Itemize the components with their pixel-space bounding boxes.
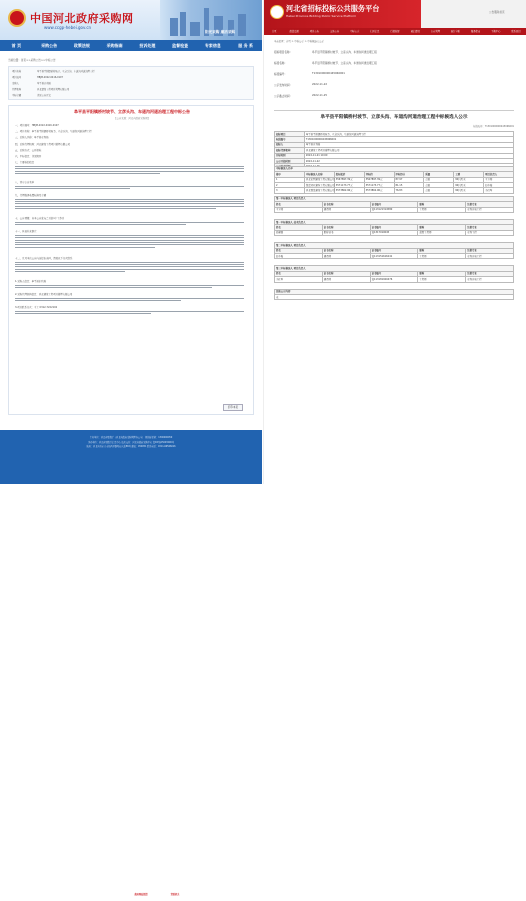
paragraph-heading: 十一、其他补充事宜 [15,230,37,234]
left-breadcrumb: 当前位置：首页>>采购公告>>中标公告 [8,59,56,62]
paragraph-heading: 十、公告期限：自本公告发布之日起1个工作日 [15,217,65,221]
article-paragraph [15,130,249,134]
left-nav-item[interactable]: 政策法规 [73,43,90,48]
table-cell: 水利工程 [466,230,514,235]
table-cell: 河北宏图建设工程有限公司 [305,178,335,182]
emblem-icon [8,9,26,27]
table-cell: 注册专业 [466,202,514,207]
table-cell: 职称证书 [322,230,370,235]
table-cell: 职称 [418,248,466,253]
table-cell: 职称 [418,271,466,276]
text-line [15,188,130,189]
right-info-label: 公示发布时间： [274,84,293,87]
table-cell: 水利水电工程 [466,277,514,282]
table-cell: 注册专业 [466,248,514,253]
text-line [15,173,160,174]
table-cell: 第二中标候选人 项目负责人 [275,243,514,248]
right-site-subtitle: Hebei Province Bidding Public Service Platform [286,14,357,18]
article-paragraph [15,181,249,190]
table-cell: 项目负责人 [484,172,514,177]
paragraph-heading: 五、采购方式：公开招标 [15,148,42,152]
article-paragraph [15,194,249,210]
table-cell: 姓名 [275,202,323,207]
text-line [15,271,125,272]
table-cell: 证书编号 [370,248,418,253]
table-cell: 建造师 [322,277,370,282]
article-paragraph [15,257,249,273]
right-info-value: 2022-11-22 [312,83,328,86]
right-info-value: T1301000000445066001 [312,72,345,75]
right-page [263,0,525,484]
table-cell: 职称 [418,202,466,207]
table-cell: 孙建国 [275,230,323,235]
paragraph-heading: 四、采购代理机构：河北建设工程项目管理有限公司 [15,142,70,146]
table-cell: 工期 [454,172,484,177]
paragraph-heading: 六、中标信息：详见附件 [15,155,42,158]
text-line [15,203,244,204]
article-paragraph [15,143,249,147]
data-table [274,196,514,213]
text-line [15,222,244,223]
left-site-url: www.ccgp-hebei.gov.cn [44,25,92,30]
table-cell: 李红军 [484,188,514,193]
platform-logo-icon [270,5,284,19]
data-table [274,289,514,301]
table-cell: 河北鼎晟建设工程有限公司 [305,188,335,192]
text-line [15,186,244,187]
table-cell: 公示开始时间 [275,158,305,163]
print-button[interactable]: 打印本页 [223,404,243,411]
table-cell: 投标报价 [334,172,364,177]
right-info-value: 2022-11-25 [312,94,328,97]
table-cell: 无 [275,294,514,299]
footer-line: 地址：河北省石家庄市桥西区维明南大街88号 邮编：050051 联系电话：0311-66566016 [86,445,176,448]
table-cell: 证书编号 [370,225,418,230]
table-cell: 阜平县平阳镇桥村坡节、立彦头沟、车道沟河道治理工程 [304,132,513,137]
left-header [0,0,262,40]
table-cell: 河北建设工程项目管理有限公司 [304,148,513,153]
right-nav-item[interactable]: 项目公告 [309,30,319,33]
paragraph-heading: 三、采购人名称：阜平县水利局 [15,136,49,140]
right-nav-item[interactable]: 统计分析 [450,30,461,33]
info-value: 详见公告正文 [37,94,51,97]
table-cell: 职称 [418,225,466,230]
left-nav-item[interactable]: 首 页 [11,43,22,48]
table-cell: 标段编号 [275,137,305,142]
right-nav-item[interactable]: 诚信建设 [410,30,420,33]
table-cell: 排序 [275,172,305,177]
table-cell: 合格 [424,177,454,182]
right-info-label: 标段编号： [274,73,287,76]
left-article-meta: 【公告来源：河北省政府采购网】 [114,117,150,120]
text-line [15,168,244,169]
right-info-label: 公示截止时间： [274,95,293,98]
left-page [0,0,262,896]
right-nav-item[interactable]: 服务指南 [471,30,481,33]
text-line [15,311,244,312]
info-label: 中标金额 [12,94,22,97]
table-cell: 第一中标候选人 项目负责人 [275,196,514,201]
gov-badge-label: 党政机关 [170,893,180,896]
article-paragraph [15,280,249,289]
table-cell: 2 [275,182,305,187]
paragraph-heading: 2.采购代理机构信息：河北建设工程项目管理有限公司 [15,293,73,296]
table-cell: 李红军 [275,277,323,282]
left-article [8,105,254,415]
table-row [275,294,514,299]
info-value: 阜平县平阳镇桥村坡节、立彦头沟、车道沟河道治理工程 [37,70,95,73]
left-article-title: 阜平县平阳镇桥村坡节、立彦头沟、车道沟河道治理工程中标公告 [74,109,190,114]
table-cell: 高级工程师 [418,230,466,235]
table-cell: 姓名 [275,225,323,230]
info-label: 项目名称 [12,70,22,73]
text-line [15,237,244,238]
right-info-label: 招标项目名称： [274,51,293,54]
table-cell: 开标时间 [275,153,305,158]
table-cell: 90日历天 [454,177,484,182]
paragraph-heading: 1.采购人信息：阜平县水利局 [15,280,46,283]
text-line [15,171,244,172]
info-label: 采购人 [12,82,19,85]
text-line [15,235,244,236]
right-breadcrumb: 当前位置：首页 > 中标公示 > 中标候选人公示 [274,40,325,43]
table-cell: 3567897.39元 [334,177,364,182]
right-info-block [274,50,514,106]
data-table [274,242,514,259]
table-cell: 90日历天 [454,182,484,187]
paragraph-heading: 二、项目名称：阜平县平阳镇桥村坡节、立彦头沟、车道沟河道治理工程 [15,130,92,134]
table-row [275,230,514,235]
table-cell: 证书名称 [322,202,370,207]
right-header [264,0,526,28]
table-cell: 3 [275,188,305,193]
article-paragraph [15,217,249,226]
info-label: 代理机构 [12,88,22,91]
table-cell: 质量 [424,172,454,177]
text-line [15,285,244,286]
table-cell: 招标代理机构 [275,148,305,153]
text-line [15,201,244,202]
table-cell: 2022-11-21 10:00 [304,153,513,158]
left-nav-item[interactable]: 服 务 系 [238,43,254,48]
article-paragraph [15,124,249,128]
table-cell: T1301000000445066001 [304,137,513,142]
article-paragraph [15,306,249,315]
right-nav-item[interactable]: 信用信息 [370,30,380,33]
article-paragraph [15,293,249,302]
gov-badge[interactable] [164,889,186,901]
table-cell: 81.15 [394,182,424,187]
text-line [15,266,244,267]
right-main-nav [264,28,526,35]
right-nav-item[interactable]: 中标公示 [350,30,360,33]
data-table [274,166,514,194]
table-cell: 中标候选人名单 [275,166,514,171]
table-cell: 注册专业 [466,271,514,276]
table-row [275,277,514,282]
table-cell: 评标得分 [394,172,424,177]
table-cell: 合格 [424,182,454,187]
paragraph-heading: 九、代理服务收费标准及金额 [15,194,47,197]
error-report-label: 政府网站找错 [134,893,148,896]
table-cell: 招标项目 [275,132,305,137]
table-row [275,188,514,193]
table-cell: 其他公示内容 [275,289,514,294]
left-footer [0,430,262,896]
info-value: HBJM-2022-0416-0107 [37,76,63,79]
right-document [274,110,514,484]
table-cell: 1 [275,177,305,182]
table-cell: 招标人 [275,142,305,147]
table-cell: 3571173.77元 [334,182,364,187]
table-cell: 冀113151616241 [370,253,418,258]
table-cell: 76.83 [394,188,424,193]
table-row [275,253,514,258]
text-line [15,247,155,248]
table-cell: 证书名称 [322,271,370,276]
text-line [15,208,216,209]
text-line [15,199,244,200]
table-cell: 证书名称 [322,248,370,253]
table-cell: 证书名称 [322,225,370,230]
table-cell: 2022-11-22 [304,158,513,163]
text-line [15,287,212,288]
table-cell: 中标候选人名称 [304,172,334,177]
paragraph-heading: 七、主要标的信息 [15,161,35,165]
left-nav-item[interactable]: 投诉处理 [139,43,156,48]
right-doc-title: 阜平县平阳镇桥村坡节、立彦头沟、车道沟河道治理工程中标候选人公示 [320,115,468,120]
right-nav-item[interactable]: 下载中心 [491,30,501,33]
text-line [15,242,244,243]
table-cell: 3573862.96元 [334,188,364,193]
info-label: 项目编号 [12,76,22,79]
footer-line: 承办单位：河北省财政厅信息中心 技术支持：河北省政府采购中心 冀ICP备05003290号 [87,440,175,444]
paragraph-heading: 八、评审专家名单 [15,181,35,184]
info-value: 阜平县水利局 [37,82,51,85]
article-paragraph [15,161,249,175]
article-paragraph [15,230,249,249]
table-cell: 90日历天 [454,188,484,193]
table-cell: 工程师 [418,277,466,282]
article-paragraph [15,149,249,153]
table-cell: 建造师 [322,253,370,258]
right-nav-item[interactable]: 交易公告 [329,30,340,33]
text-line [15,244,244,245]
table-cell: 证书编号 [370,271,418,276]
left-info-box [8,66,254,100]
text-line [15,166,244,167]
table-cell: 合格 [424,188,454,193]
table-cell: 建造师 [322,207,370,212]
table-cell: 第三中标候选人 项目负责人 [275,266,514,271]
table-cell: 冀113181920476 [370,277,418,282]
error-report-badge[interactable] [124,889,158,901]
table-cell: 阜平县水利局 [304,142,513,147]
paragraph-heading: 一、项目编号：HBJM-2022-0416-0107 [15,124,59,127]
table-cell: 3571173.77元 [364,182,394,187]
table-cell: 冀1317010045 [370,230,418,235]
right-nav-item[interactable]: 联系我们 [511,30,521,33]
text-line [15,298,244,299]
table-cell: 3567897.39元 [364,177,394,182]
right-info-label: 标段名称： [274,62,287,65]
right-nav-item[interactable]: 行政监督 [390,30,400,33]
info-value: 河北建设工程项目管理有限公司 [37,88,70,91]
text-line [15,313,151,314]
table-cell: 证书编号 [370,202,418,207]
right-site-title: 河北省招标投标公共服务平台 [286,4,380,13]
table-cell: 评标价 [364,172,394,177]
right-nav-item[interactable]: 政策法规 [289,30,299,33]
left-nav-item[interactable]: 采购公告 [41,43,58,48]
text-line [15,240,244,241]
left-nav-item[interactable]: 监督检查 [172,43,189,48]
table-cell: 水利水电工程 [466,207,514,212]
table-cell: 第一中标候选人 技术负责人 [275,220,514,225]
table-cell: 姓名 [275,271,323,276]
table-cell: 水利水电工程 [466,253,514,258]
footer-line: 主办单位：河北省财政厅（河北省政府采购管理办公室） 网站标识码：1300000059 [89,436,173,439]
table-cell: 赵冬梅 [484,182,514,187]
left-slogan: 阳光采购 廉洁采购 [205,30,236,34]
right-doc-number: 标段编号：T1301000000445066001 [473,125,514,128]
left-site-title: 中国河北政府采购网 [30,12,134,25]
article-paragraph [15,136,249,140]
text-line [15,300,181,301]
table-row [275,207,514,212]
data-table [274,219,514,236]
table-cell: 3573862.96元 [364,188,394,193]
table-cell: 注册专业 [466,225,514,230]
left-nav-item[interactable]: 采购指南 [106,43,123,48]
text-line [15,224,186,225]
right-info-value: 阜平县平阳镇桥村坡节、立彦头沟、车道沟河道治理工程 [312,51,377,54]
table-cell: 赵冬梅 [275,253,323,258]
table-cell: 王立明 [275,207,323,212]
table-cell: 工程师 [418,207,466,212]
data-table [274,131,514,170]
right-nav-item[interactable]: 首页 [271,30,277,33]
left-main-nav [0,40,262,51]
table-cell: 87.97 [394,177,424,182]
paragraph-heading: 十二、凡对本次公告内容提出询问，请按以下方式联系 [15,256,73,260]
right-info-value: 阜平县平阳镇桥村坡节、立彦头沟、车道沟河道治理工程 [312,62,377,65]
text-line [15,269,244,270]
text-line [15,264,244,265]
table-cell: 冀113121314580 [370,207,418,212]
table-cell: 姓名 [275,248,323,253]
text-line [15,262,244,263]
table-cell: 保定鸿业建筑工程有限公司 [305,183,335,187]
article-paragraph [15,155,249,159]
right-nav-item[interactable]: 专家管理 [430,30,440,33]
text-line [15,206,244,207]
paragraph-heading: 3.项目联系方式：王工 0312-7222102 [15,306,58,309]
data-table [274,265,514,282]
table-cell: 王立明 [484,177,514,182]
table-cell: 工程师 [418,253,466,258]
header-home-link[interactable]: 公告服务首页 [489,11,505,14]
left-nav-item[interactable]: 专家信息 [204,43,221,48]
